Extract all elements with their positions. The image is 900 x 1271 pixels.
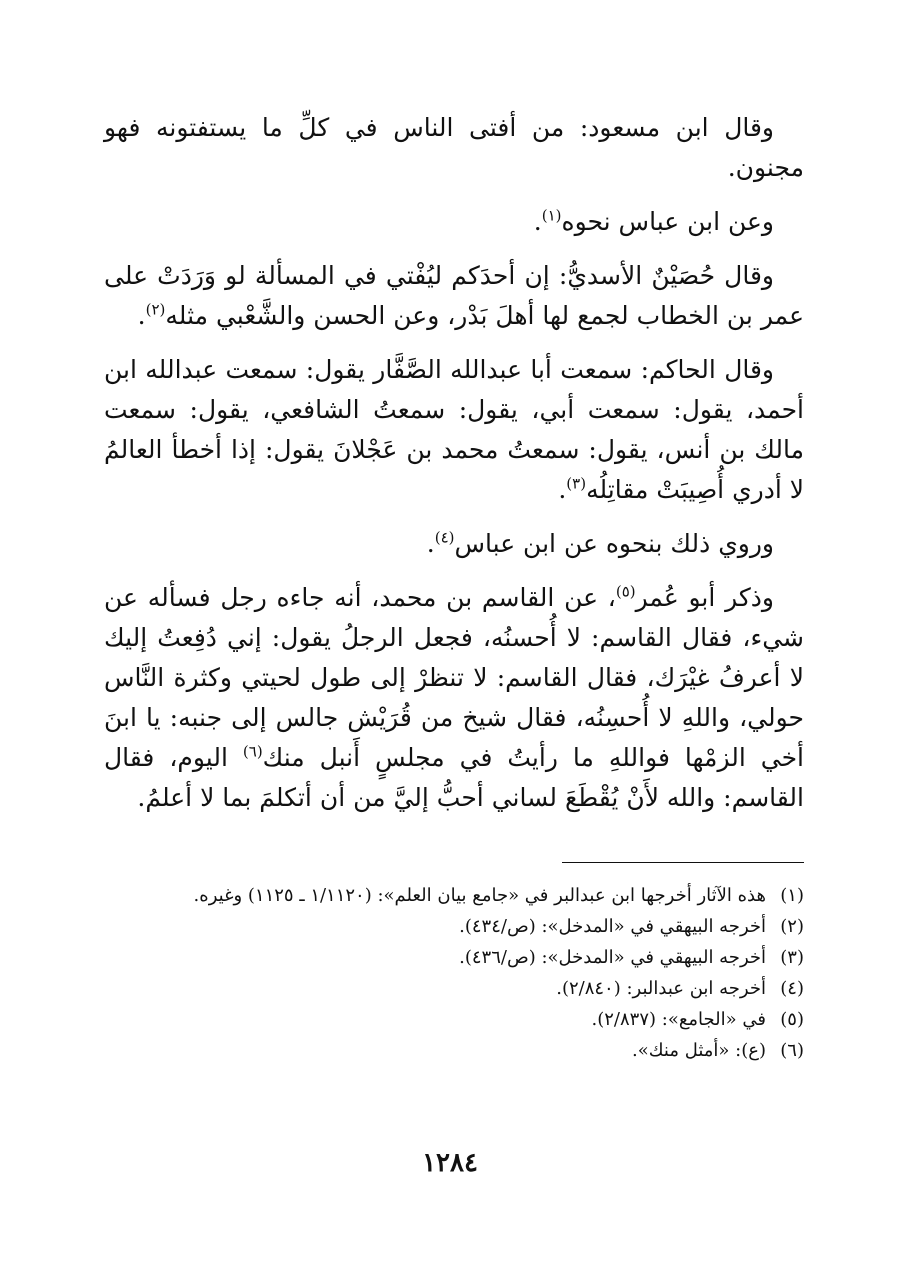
paragraph-3 xyxy=(104,256,804,336)
footnote-number: (٦) xyxy=(780,1040,804,1061)
paragraph-tail: . xyxy=(533,207,542,236)
footnote-item xyxy=(104,1004,804,1035)
footnote-text: في «الجامع»: (٢/٨٣٧). xyxy=(591,1009,766,1030)
paragraph-1 xyxy=(104,108,804,188)
paragraph-tail: . xyxy=(426,529,435,558)
page-number: ١٢٨٤ xyxy=(422,1148,478,1178)
paragraph-text: وقال حُصَيْنٌ الأسديُّ: إن أحدَكم ليُفْتي في المسألة لو وَرَدَتْ على عمر بن الخطاب لجمع لها أهلَ بَدْر، وعن الحسن والشَّعْبي مثله xyxy=(104,261,804,330)
paragraph-2 xyxy=(104,202,804,242)
paragraph-tail: اليوم، فقال القاسم: والله لأَنْ يُقْطَعَ لساني أحبُّ إليَّ من أن أتكلمَ بما لا أعلمُ. xyxy=(104,743,804,812)
paragraph-4 xyxy=(104,350,804,510)
paragraph-text: وعن ابن عباس نحوه xyxy=(561,207,774,236)
footnote-ref[interactable]: (٣) xyxy=(566,474,587,493)
footnote-text: هذه الآثار أخرجها ابن عبدالبر في «جامع بيان العلم»: (١/١١٢٠ ـ ١١٢٥) وغيره. xyxy=(193,885,766,906)
footnote-ref[interactable]: (٦) xyxy=(242,742,263,761)
footnote-number: (١) xyxy=(780,885,804,906)
footnote-text: أخرجه البيهقي في «المدخل»: (ص/٤٣٦). xyxy=(459,947,766,968)
footnote-number: (٣) xyxy=(780,947,804,968)
paragraph-text: وذكر أبو عُمر xyxy=(635,583,774,612)
paragraph-5 xyxy=(104,524,804,564)
footnote-ref[interactable]: (٥) xyxy=(615,582,636,601)
paragraph-tail: . xyxy=(558,475,567,504)
paragraph-tail: . xyxy=(137,301,146,330)
footnote-number: (٢) xyxy=(780,916,804,937)
paragraph-6 xyxy=(104,578,804,818)
main-text xyxy=(104,108,804,832)
footnote-item xyxy=(104,942,804,973)
footnote-item xyxy=(104,880,804,911)
paragraph-text-continued: ، عن القاسم بن محمد، أنه جاءه رجل فسأله عن شيء، فقال القاسم: لا أُحسنُه، فجعل الرجلُ يقول: إني دُفِعتُ إليك لا أعرفُ غيْرَك، فقال القاسم: لا تنظرْ إلى طول لحيتي وكثرة النَّاس حولي، واللهِ لا أُحسِنُه، فقال شيخ من قُرَيْش جالس إلى جنبه: يا ابنَ أخي الزمْها فواللهِ ما رأيتُ في مجلسٍ أَنبل منك xyxy=(104,583,805,772)
footnote-text: (ع): «أمثل منك». xyxy=(632,1040,766,1061)
paragraph-text: وقال الحاكم: سمعت أبا عبدالله الصَّفَّار يقول: سمعت عبدالله ابن أحمد، يقول: سمعت أبي، يقول: سمعتُ الشافعي، يقول: سمعت مالك بن أنس، يقول: سمعتُ محمد بن عَجْلانَ يقول: إذا أخطأ العالمُ لا أدري أُصِيبَتْ مقاتِلُه xyxy=(104,355,804,504)
paragraph-text: وروي ذلك بنحوه عن ابن عباس xyxy=(454,529,774,558)
footnotes xyxy=(104,880,804,1066)
footnote-ref[interactable]: (٤) xyxy=(434,528,455,547)
footnote-item xyxy=(104,973,804,1004)
footnote-number: (٤) xyxy=(780,978,804,999)
footnote-item xyxy=(104,1035,804,1066)
footnote-ref[interactable]: (١) xyxy=(541,206,562,225)
footnote-separator xyxy=(562,862,804,863)
footnote-number: (٥) xyxy=(780,1009,804,1030)
footnote-text: أخرجه ابن عبدالبر: (٢/٨٤٠). xyxy=(556,978,766,999)
footnote-ref[interactable]: (٢) xyxy=(145,300,166,319)
footnote-text: أخرجه البيهقي في «المدخل»: (ص/٤٣٤). xyxy=(459,916,766,937)
paragraph-text: وقال ابن مسعود: من أفتى الناس في كلِّ ما يستفتونه فهو مجنون. xyxy=(104,113,804,182)
footnote-item xyxy=(104,911,804,942)
